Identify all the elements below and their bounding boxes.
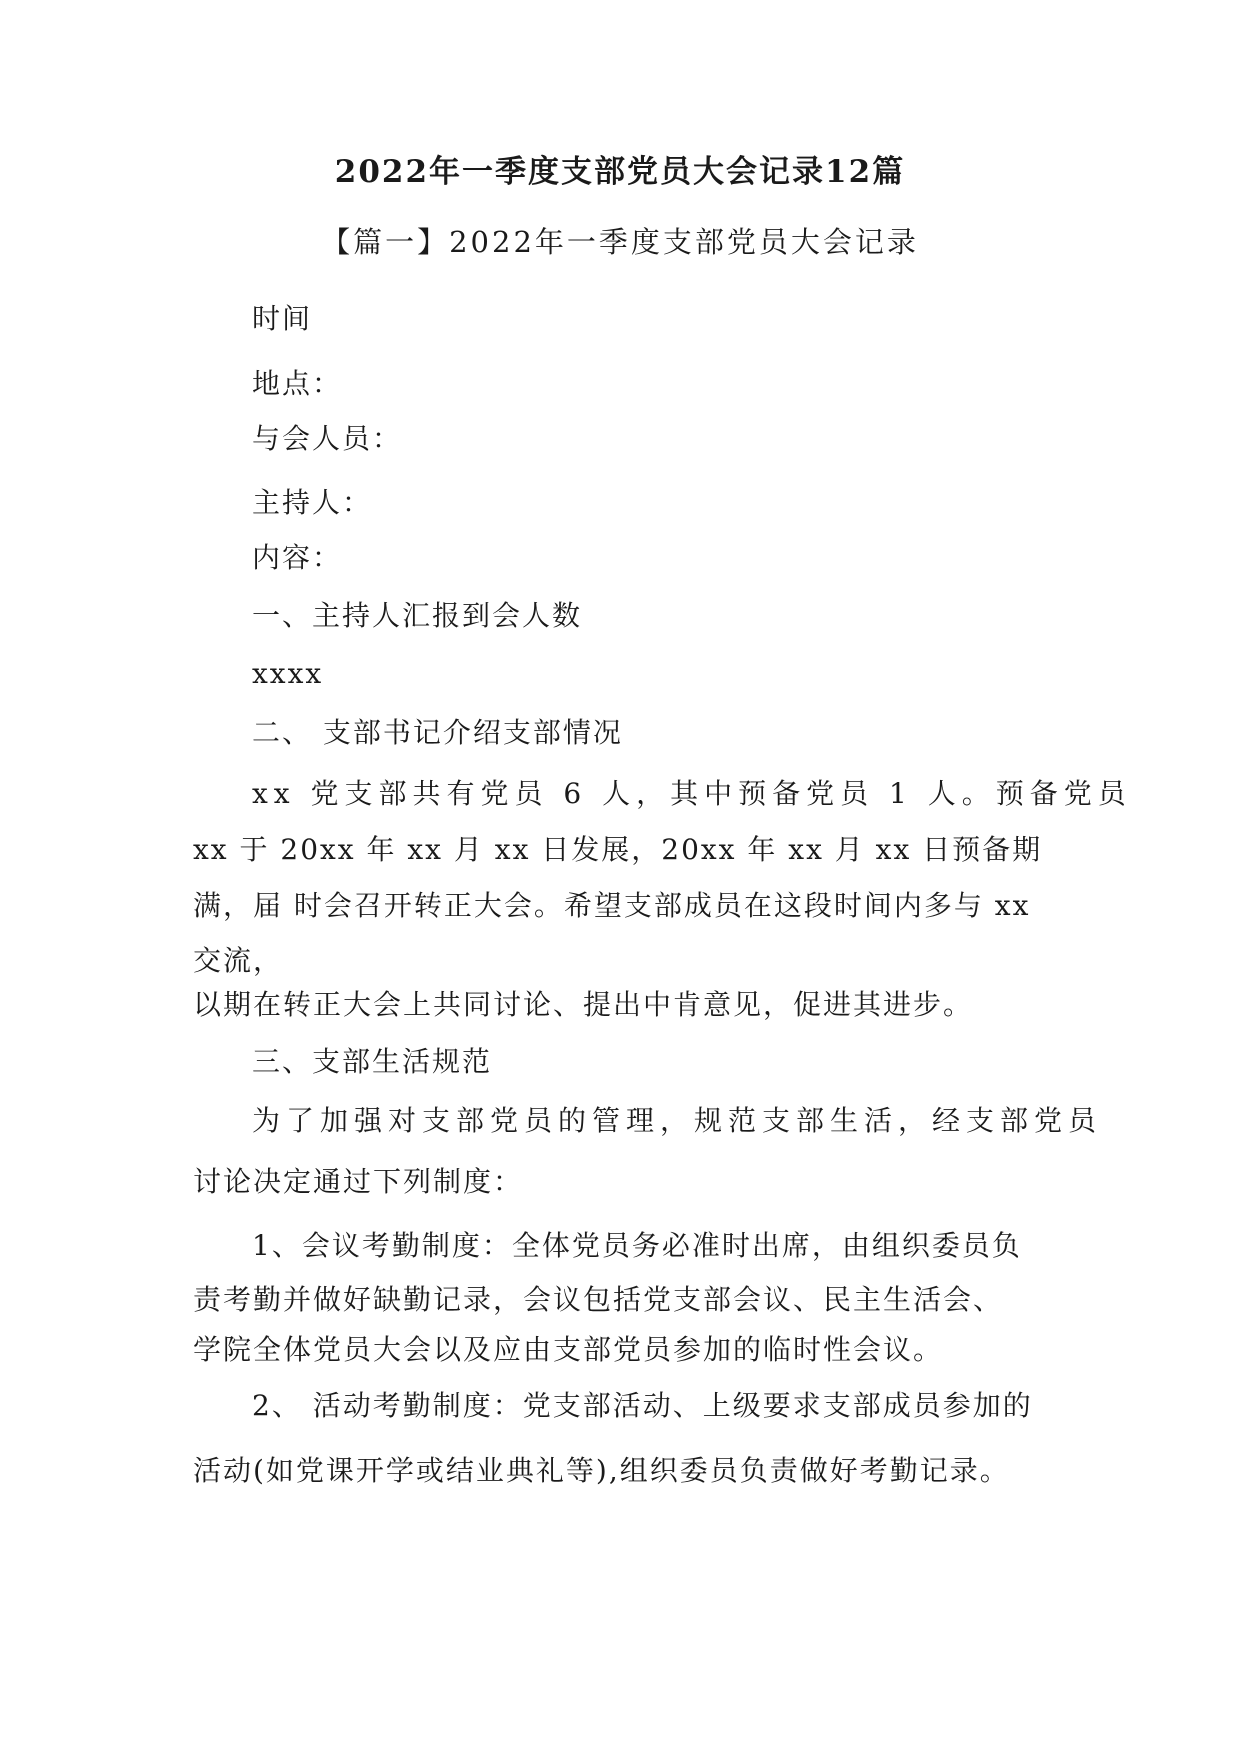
field-place: 地点： (252, 367, 343, 400)
item3-heading: 三、支部生活规范 (252, 1045, 493, 1078)
field-time: 时间 (252, 302, 313, 335)
document-title: 2022年一季度支部党员大会记录12篇 (334, 154, 906, 190)
item2-line-5: 以期在转正大会上共同讨论、提出中肯意见，促进其进步。 (193, 988, 974, 1021)
item1-value: xxxx (252, 657, 324, 690)
item2-line-3: 满，届 时会召开转正大会。希望支部成员在这段时间内多与 xx (193, 889, 1031, 922)
rule1-line-3: 学院全体党员大会以及应由支部党员参加的临时性会议。 (193, 1333, 944, 1366)
field-attendees: 与会人员： (252, 422, 403, 455)
item2-line-4: 交流， (193, 944, 284, 977)
rule2-line-2: 活动(如党课开学或结业典礼等),组织委员负责做好考勤记录。 (193, 1454, 1010, 1487)
rule1-line-1: 1、会议考勤制度：全体党员务必准时出席，由组织委员负 (252, 1229, 1022, 1262)
item2-line-2: xx 于 20xx 年 xx 月 xx 日发展，20xx 年 xx 月 xx 日预备期 (193, 833, 1043, 866)
item2-line-1: xx 党支部共有党员 6 人，其中预备党员 1 人。预备党员 (252, 777, 1132, 810)
field-host: 主持人： (252, 486, 373, 519)
section-heading: 【篇一】2022年一季度支部党员大会记录 (321, 225, 919, 259)
field-content: 内容： (252, 541, 343, 574)
item3-intro-1: 为了加强对支部党员的管理，规范支部生活，经支部党员 (252, 1104, 1103, 1137)
item3-intro-2: 讨论决定通过下列制度： (193, 1165, 524, 1198)
rule2-line-1: 2、 活动考勤制度：党支部活动、上级要求支部成员参加的 (252, 1389, 1033, 1422)
item2-heading: 二、 支部书记介绍支部情况 (252, 716, 623, 749)
rule1-line-2: 责考勤并做好缺勤记录，会议包括党支部会议、民主生活会、 (193, 1283, 1004, 1316)
item1-heading: 一、主持人汇报到会人数 (252, 599, 583, 632)
